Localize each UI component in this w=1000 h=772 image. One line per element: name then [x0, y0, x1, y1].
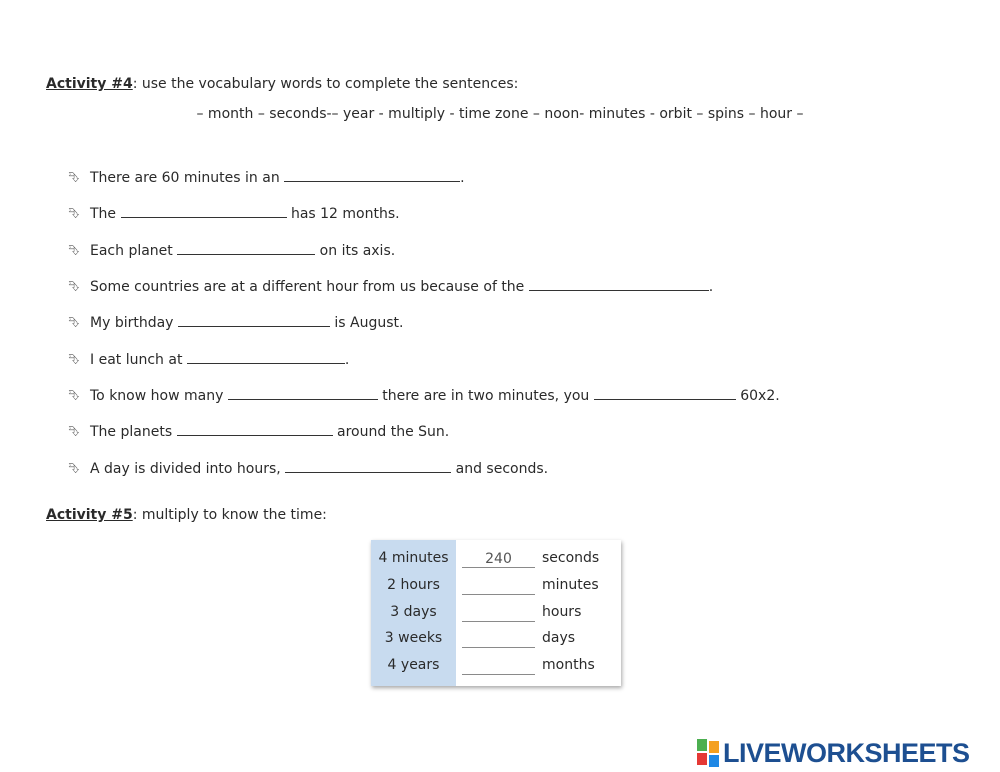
unit-cell: minutes [542, 577, 599, 593]
answer-blank[interactable] [187, 351, 345, 364]
arrow-bullet-icon: ⮷ [68, 461, 80, 477]
answer-blank[interactable] [121, 205, 287, 218]
quantity-cell: 2 hours [387, 577, 440, 593]
sentence-2 [68, 205, 400, 223]
activity5-title: Activity #5 [46, 507, 133, 523]
activity5-heading [46, 507, 327, 523]
answer-input[interactable] [462, 550, 535, 568]
table-row [371, 600, 621, 627]
sentence-3 [68, 242, 395, 260]
sentence-text: on its axis. [315, 243, 396, 259]
quantity-cell: 3 days [390, 604, 437, 620]
answer-blank[interactable] [529, 278, 709, 291]
arrow-bullet-icon: ⮷ [68, 279, 80, 295]
sentence-7 [68, 387, 780, 405]
unit-cell: days [542, 630, 576, 646]
activity4-instruction: : use the vocabulary words to complete the sentences: [132, 76, 519, 92]
sentence-text: To know how many [90, 388, 228, 404]
sentence-text: The [90, 206, 121, 222]
table-row [371, 653, 621, 680]
vocab-bank: – month – seconds-– year - multiply - time zone – noon- minutes - orbit – spins – hour – [196, 106, 804, 122]
sentence-9 [68, 460, 548, 478]
sentence-1 [68, 169, 465, 187]
table-row [371, 573, 621, 600]
table-row [371, 546, 621, 573]
quantity-cell: 4 years [387, 657, 440, 673]
answer-input[interactable] [462, 657, 535, 675]
sentence-8 [68, 423, 449, 441]
quantity-cell: 3 weeks [384, 630, 443, 646]
sentence-text: around the Sun. [332, 424, 450, 440]
unit-cell: months [542, 657, 595, 673]
answer-blank[interactable] [284, 169, 460, 182]
sentence-text: A day is divided into hours, [90, 461, 286, 477]
sentence-text: . [460, 170, 465, 186]
table-row [371, 626, 621, 653]
activity4-heading [46, 76, 518, 92]
sentence-5 [68, 314, 403, 332]
answer-input[interactable] [462, 577, 535, 595]
liveworksheets-logo[interactable] [697, 738, 970, 768]
sentence-4 [68, 278, 713, 296]
sentence-text: . [344, 352, 350, 368]
answer-blank[interactable] [285, 460, 451, 473]
sentence-text: The planets [90, 424, 177, 440]
unit-cell: seconds [542, 550, 600, 566]
sentence-text: Some countries are at a different hour from us because of the [90, 279, 529, 295]
arrow-bullet-icon: ⮷ [68, 206, 80, 222]
arrow-bullet-icon: ⮷ [68, 424, 80, 440]
answer-blank[interactable] [177, 423, 333, 436]
live-blocks-icon [697, 739, 721, 767]
sentence-text: 60x2. [735, 388, 780, 404]
answer-blank[interactable] [177, 242, 315, 255]
unit-cell: hours [542, 604, 582, 620]
activity4-title: Activity #4 [46, 76, 133, 92]
sentence-text: I eat lunch at [90, 352, 187, 368]
answer-blank[interactable] [178, 314, 330, 327]
sentence-text: is August. [329, 315, 404, 331]
arrow-bullet-icon: ⮷ [68, 352, 80, 368]
sentence-text: There are 60 minutes in an [90, 170, 285, 186]
arrow-bullet-icon: ⮷ [68, 315, 80, 331]
logo-text: LIVEWORKSHEETS [723, 737, 970, 768]
sentence-text: there are in two minutes, you [377, 388, 594, 404]
answer-blank[interactable] [228, 387, 378, 400]
answer-blank[interactable] [594, 387, 736, 400]
sentence-text: . [708, 279, 714, 295]
time-conversion-table [371, 540, 621, 686]
answer-input[interactable] [462, 604, 535, 622]
answer-input[interactable] [462, 630, 535, 648]
sentence-text: and seconds. [451, 461, 549, 477]
activity5-instruction: : multiply to know the time: [132, 507, 327, 523]
quantity-cell: 4 minutes [378, 550, 449, 566]
arrow-bullet-icon: ⮷ [68, 243, 80, 259]
sentence-text: My birthday [90, 315, 178, 331]
arrow-bullet-icon: ⮷ [68, 388, 80, 404]
sentence-text: Each planet [90, 243, 178, 259]
arrow-bullet-icon: ⮷ [68, 170, 80, 186]
sentence-text: has 12 months. [286, 206, 400, 222]
sentence-6 [68, 351, 349, 369]
